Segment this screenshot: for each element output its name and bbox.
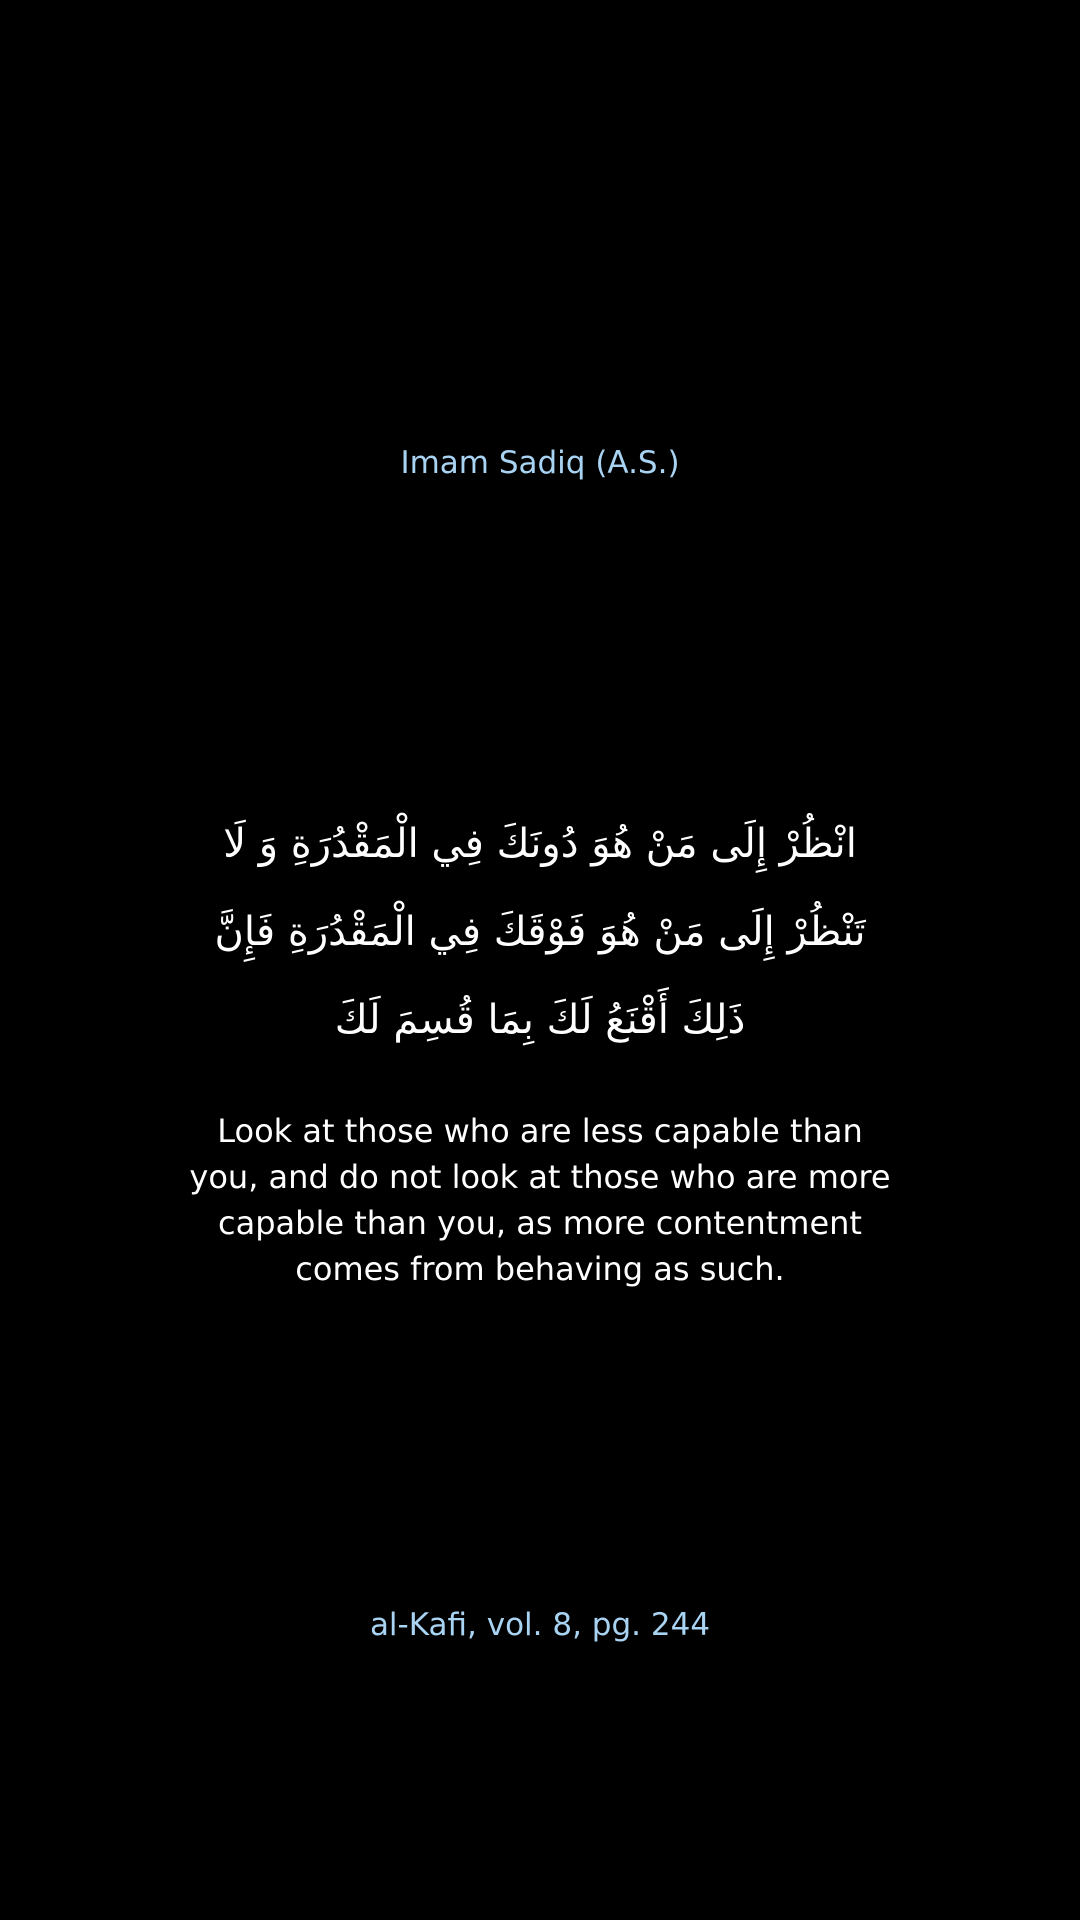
- quote-attribution: Imam Sadiq (A.S.): [400, 445, 680, 481]
- quote-source-reference: al-Kafi, vol. 8, pg. 244: [369, 1607, 711, 1643]
- arabic-quote-text: انْظُرْ إِلَى مَنْ هُوَ دُونَكَ فِي الْمَقْدُرَةِ وَ لَا تَنْظُرْ إِلَى مَنْ هُوَ فَوْقَكَ فِي الْمَقْدُرَةِ فَإِنَّ ذَلِكَ أَقْنَعُ لَكَ بِمَا قُسِمَ لَكَ: [214, 821, 866, 1043]
- english-translation-text: Look at those who are less capable than you, and do not look at those who are more capable than you, as more contentment comes from behaving as such.: [189, 1112, 891, 1288]
